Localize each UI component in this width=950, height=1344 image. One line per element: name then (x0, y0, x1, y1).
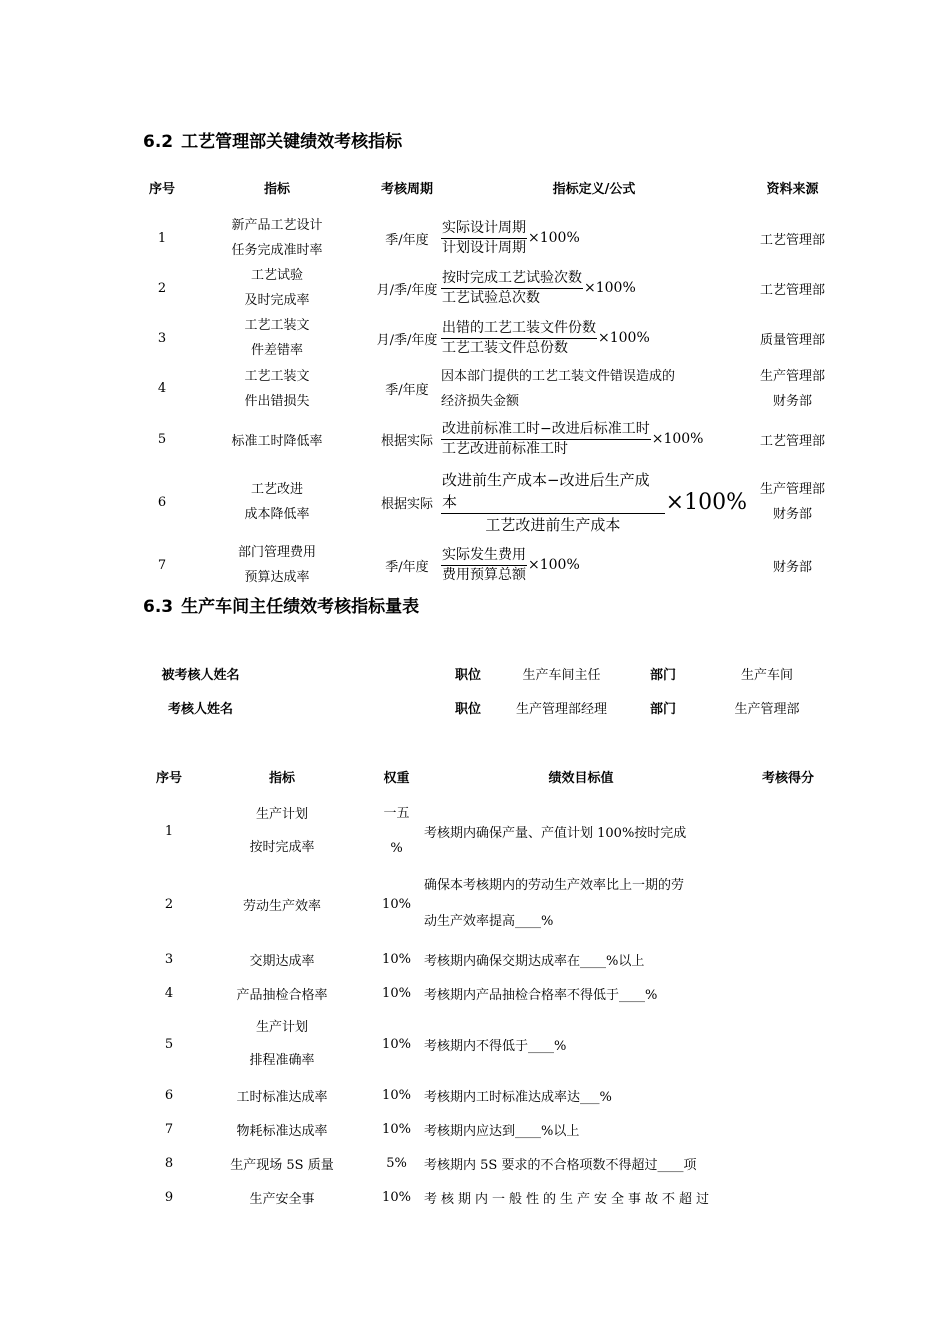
weight: 10% (382, 1036, 411, 1052)
denominator: 费用预算总额 (442, 566, 526, 583)
score[interactable] (738, 1112, 838, 1146)
target-value: 考核期内 5S 要求的不合格项数不得超过____项 (424, 1157, 697, 1173)
score[interactable] (738, 1078, 838, 1112)
row-number: 5 (164, 1036, 174, 1052)
table-row (143, 796, 838, 866)
formula (441, 464, 747, 540)
data-source: 工艺管理部 (759, 232, 825, 248)
weight: 一五 % (383, 806, 410, 856)
row-number: 7 (164, 1121, 174, 1137)
assessee-name-value (258, 656, 443, 690)
data-source: 财务部 (772, 559, 812, 575)
score[interactable] (738, 942, 838, 976)
weight: 10% (382, 951, 411, 967)
formula (441, 213, 747, 263)
row-number: 9 (164, 1189, 174, 1205)
assessee-name-label: 被考核人姓名 (161, 667, 240, 683)
score[interactable] (738, 976, 838, 1010)
score[interactable] (738, 866, 838, 942)
section-heading-6-3 (143, 592, 419, 617)
percent-factor: ×100% (528, 557, 580, 573)
section-heading-6-2 (143, 127, 402, 152)
percent-factor: ×100% (528, 230, 580, 246)
department-value: 生产管理部 (734, 701, 800, 717)
section-title: 生产车间主任绩效考核指标量表 (181, 597, 420, 617)
target-value: 考核期内不得低于____% (424, 1038, 567, 1054)
section-number: 6.2 (143, 132, 174, 152)
row-number: 3 (164, 951, 174, 967)
assessor-name-label: 考核人姓名 (167, 701, 233, 717)
denominator: 工艺试验总次数 (442, 289, 540, 306)
formula (441, 540, 747, 590)
data-source: 质量管理部 (759, 332, 825, 348)
numerator: 改进前生产成本−改进后生产成本 (441, 469, 665, 514)
row-number: 2 (157, 280, 167, 296)
percent-factor: ×100% (584, 280, 636, 296)
weight: 10% (382, 1087, 411, 1103)
header-target: 绩效目标值 (548, 770, 614, 786)
weight: 10% (382, 985, 411, 1001)
indicator-name: 工艺试验 及时完成率 (244, 268, 310, 308)
indicator-name: 工艺改进 成本降低率 (244, 482, 310, 522)
row-number: 5 (157, 431, 167, 447)
weight: 5% (386, 1155, 407, 1171)
indicator-name: 工时标准达成率 (236, 1089, 328, 1105)
period: 季/年度 (385, 383, 429, 398)
table-row (143, 540, 838, 590)
period: 月/季/年度 (376, 332, 438, 348)
indicator-name: 生产安全事 (249, 1191, 315, 1207)
header-no: 序号 (148, 181, 175, 197)
target-value: 考核期内一般性的生产安全事故不超过 (424, 1191, 714, 1207)
formula (441, 313, 747, 363)
weight: 10% (382, 1189, 411, 1205)
position-label: 职位 (454, 667, 481, 683)
info-row (143, 656, 838, 690)
row-number: 8 (164, 1155, 174, 1171)
info-row (143, 690, 838, 724)
table-row (143, 1146, 838, 1180)
table-row (143, 976, 838, 1010)
indicator-name: 工艺工装文 件出错损失 (244, 368, 310, 409)
header-period: 考核周期 (380, 181, 433, 197)
table-row (143, 464, 838, 540)
indicator-name: 工艺工装文 件差错率 (244, 318, 310, 358)
data-source: 工艺管理部 (759, 282, 825, 298)
target-value: 考核期内工时标准达成率达___% (424, 1089, 612, 1105)
table-row (143, 1010, 838, 1078)
denominator: 工艺改进前标准工时 (442, 440, 568, 457)
row-number: 4 (164, 985, 174, 1001)
table-row (143, 414, 838, 464)
table-header-row (143, 175, 838, 199)
score[interactable] (738, 796, 838, 866)
row-number: 3 (157, 330, 167, 346)
indicator-name: 产品抽检合格率 (236, 987, 328, 1003)
formula (441, 263, 747, 313)
period: 季/年度 (385, 559, 429, 575)
assessor-name-value (258, 690, 443, 724)
row-number: 2 (164, 896, 174, 912)
denominator: 计划设计周期 (442, 239, 526, 256)
indicator-name: 生产计划 按时完成率 (249, 807, 315, 855)
target-value: 考核期内产品抽检合格率不得低于____% (424, 987, 658, 1003)
numerator: 实际设计周期 (441, 219, 527, 239)
indicator-name: 部门管理费用 预算达成率 (237, 545, 316, 585)
department-label: 部门 (649, 701, 676, 717)
weight: 10% (382, 1121, 411, 1137)
section-number: 6.3 (143, 597, 174, 617)
row-number: 7 (157, 557, 167, 573)
period: 根据实际 (380, 496, 433, 512)
percent-factor: ×100% (651, 431, 704, 447)
numerator: 按时完成工艺试验次数 (441, 269, 583, 289)
percent-factor: ×100% (598, 330, 650, 346)
denominator: 工艺改进前生产成本 (485, 515, 621, 534)
data-source: 生产管理部 财务部 (759, 482, 825, 522)
table-row (143, 942, 838, 976)
table-row (143, 866, 838, 942)
header-indicator: 指标 (268, 770, 295, 786)
period: 根据实际 (380, 433, 433, 449)
table-row (143, 1180, 838, 1214)
definition-text: 因本部门提供的工艺工装文件错误造成的 经济损失金额 (441, 368, 676, 409)
position-label: 职位 (454, 701, 481, 717)
target-value: 考核期内确保产量、产值计划 100%按时完成 (424, 825, 687, 841)
score[interactable] (738, 1146, 838, 1180)
target-value: 考核期内应达到____%以上 (424, 1123, 580, 1139)
indicator-name: 物耗标准达成率 (236, 1123, 328, 1139)
department-label: 部门 (649, 667, 676, 683)
score[interactable] (738, 1180, 838, 1214)
table-row (143, 1078, 838, 1112)
indicator-name: 标准工时降低率 (231, 433, 323, 449)
header-indicator: 指标 (263, 181, 290, 197)
indicator-name: 生产计划 排程准确率 (249, 1020, 315, 1068)
period: 季/年度 (385, 232, 429, 248)
score[interactable] (738, 1010, 838, 1078)
target-value: 确保本考核期内的劳动生产效率比上一期的劳 动生产效率提高____% (424, 878, 685, 929)
weight: 10% (382, 896, 411, 912)
table-row (143, 363, 838, 414)
position-value: 生产车间主任 (522, 667, 601, 683)
table-row (143, 213, 838, 263)
data-source: 生产管理部 财务部 (759, 368, 825, 409)
indicator-name: 生产现场 5S 质量 (230, 1157, 334, 1173)
table-row (143, 263, 838, 313)
table-row (143, 313, 838, 363)
target-value: 考核期内确保交期达成率在____%以上 (424, 953, 645, 969)
section-title: 工艺管理部关键绩效考核指标 (181, 132, 403, 152)
numerator: 改进前标准工时−改进后标准工时 (441, 420, 651, 440)
header-definition: 指标定义/公式 (552, 181, 636, 197)
indicator-name: 劳动生产效率 (242, 898, 321, 914)
row-number: 6 (164, 1087, 174, 1103)
kpi-table-workshop-director (143, 764, 838, 1214)
header-no: 序号 (155, 770, 182, 786)
indicator-name: 新产品工艺设计 任务完成准时率 (231, 218, 323, 258)
header-weight: 权重 (383, 770, 410, 786)
kpi-table-process-dept (143, 175, 838, 590)
table-header-row (143, 764, 838, 788)
indicator-name: 交期达成率 (249, 953, 315, 969)
percent-factor: ×100% (665, 489, 747, 515)
row-number: 1 (164, 823, 174, 839)
header-source: 资料来源 (766, 181, 819, 197)
numerator: 出错的工艺工装文件份数 (441, 319, 597, 339)
row-number: 4 (157, 381, 167, 396)
denominator: 工艺工装文件总份数 (442, 339, 568, 356)
department-value: 生产车间 (740, 667, 793, 683)
assessee-info-table (143, 656, 838, 724)
numerator: 实际发生费用 (441, 546, 527, 566)
row-number: 6 (157, 494, 167, 510)
position-value: 生产管理部经理 (515, 701, 607, 717)
row-number: 1 (157, 230, 167, 246)
formula (441, 414, 747, 464)
table-row (143, 1112, 838, 1146)
header-score: 考核得分 (761, 770, 814, 786)
period: 月/季/年度 (376, 282, 438, 298)
data-source: 工艺管理部 (759, 433, 825, 449)
